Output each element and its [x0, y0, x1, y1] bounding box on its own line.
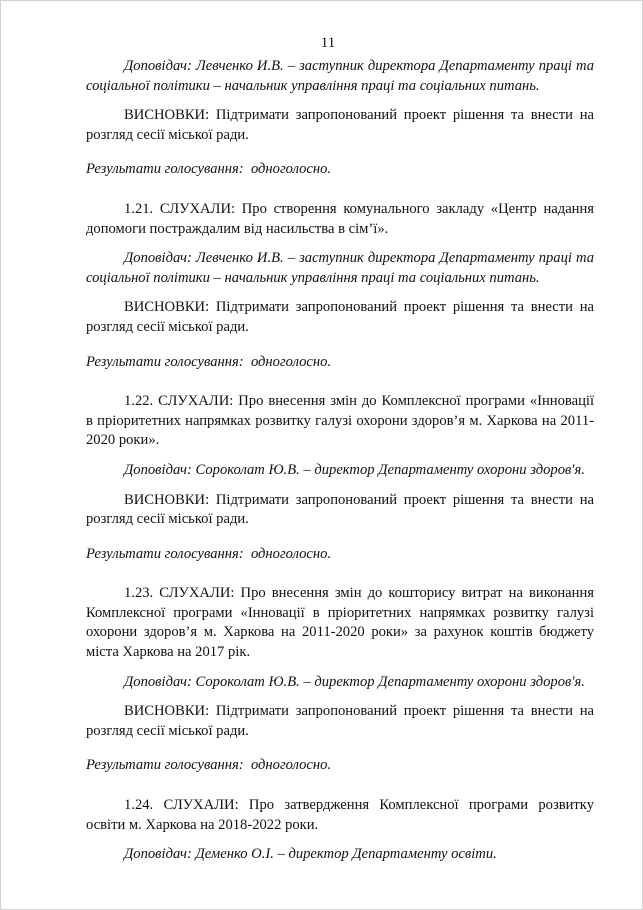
vote-value: одноголосно. — [250, 545, 332, 562]
vote-results — [86, 353, 594, 373]
heard-paragraph: 1.24. СЛУХАЛИ: Про затвердження Комплексної програми розвитку освіти м. Харкова на 2018-2022 роки. — [86, 797, 594, 833]
vote-results — [86, 756, 594, 776]
conclusion-paragraph: ВИСНОВКИ: Підтримати запропонований проект рішення та внести на розгляд сесії міської ради. — [86, 299, 594, 335]
speaker-paragraph: Доповідач: Сороколат Ю.В. – директор Департаменту охорони здоров'я. — [124, 673, 585, 690]
vote-label: Результати голосування: — [86, 757, 244, 774]
vote-label: Результати голосування: — [86, 161, 244, 178]
vote-value: одноголосно. — [250, 353, 332, 370]
speaker-paragraph: Доповідач: Левченко И.В. – заступник директора Департаменту праці та соціальної політики – начальник управління праці та соціальних питань. — [86, 58, 594, 94]
vote-results — [86, 160, 594, 180]
page-number: 11 — [320, 35, 336, 51]
section-gap — [86, 180, 594, 200]
speaker-paragraph: Доповідач: Левченко И.В. – заступник директора Департаменту праці та соціальної політики – начальник управління праці та соціальних питань. — [86, 250, 594, 286]
speaker-paragraph: Доповідач: Деменко О.І. – директор Департаменту освіти. — [124, 846, 497, 863]
vote-results — [86, 545, 594, 565]
section-gap — [86, 776, 594, 796]
section-gap — [86, 372, 594, 392]
speaker-paragraph: Доповідач: Сороколат Ю.В. – директор Департаменту охорони здоров'я. — [124, 461, 585, 478]
vote-value: одноголосно. — [250, 161, 332, 178]
conclusion-paragraph: ВИСНОВКИ: Підтримати запропонований проект рішення та внести на розгляд сесії міської ради. — [86, 107, 594, 143]
heard-paragraph: 1.23. СЛУХАЛИ: Про внесення змін до кошторису витрат на виконання Комплексної програми «Інновації в пріоритетних напрямках розвитку галузі охорони здоров’я м. Харкова на 2011-2020 роки» за рахунок коштів бюджету міста Харкова на 2017 рік. — [86, 585, 594, 661]
conclusion-paragraph: ВИСНОВКИ: Підтримати запропонований проект рішення та внести на розгляд сесії міської ради. — [86, 491, 594, 528]
vote-label: Результати голосування: — [86, 545, 244, 562]
heard-paragraph: 1.21. СЛУХАЛИ: Про створення комунального закладу «Центр надання допомоги постраждалим від насильства в сім’ї». — [86, 200, 594, 237]
conclusion-paragraph: ВИСНОВКИ: Підтримати запропонований проект рішення та внести на розгляд сесії міської ради. — [86, 703, 594, 739]
vote-label: Результати голосування: — [86, 353, 244, 370]
section-gap — [86, 564, 594, 584]
vote-value: одноголосно. — [250, 757, 332, 774]
heard-paragraph: 1.22. СЛУХАЛИ: Про внесення змін до Комплексної програми «Інновації в пріоритетних напрямках розвитку галузі охорони здоров’я м. Харкова на 2011-2020 роки». — [86, 393, 594, 449]
